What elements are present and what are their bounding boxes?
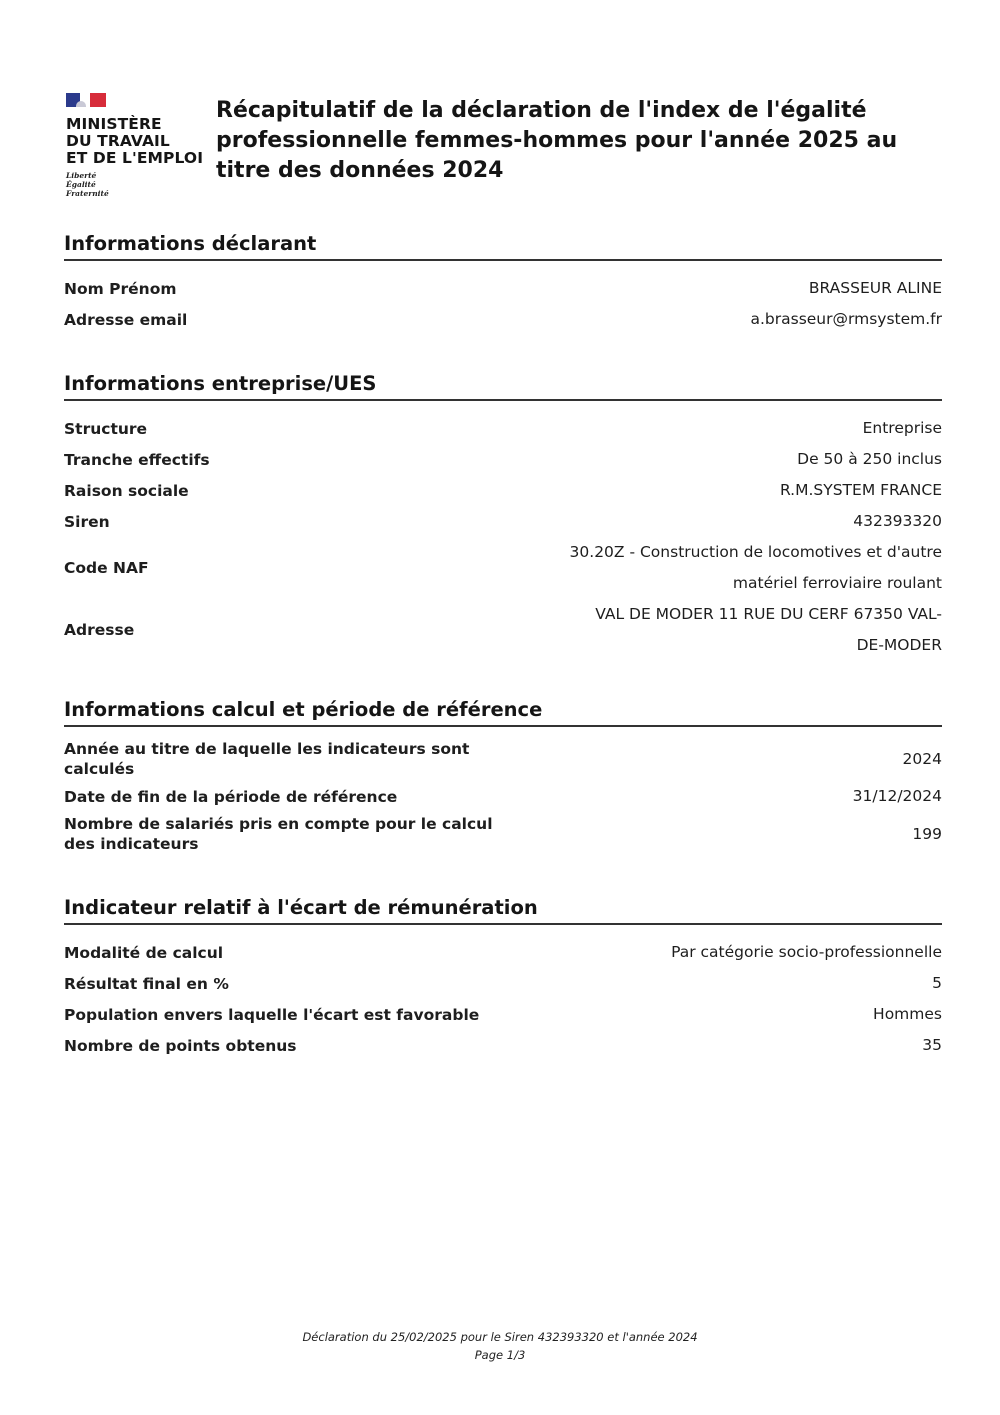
section-entreprise [64,372,942,661]
field-row [64,273,942,304]
field-row [64,304,942,335]
field-row [64,444,942,475]
field-value: 2024 [902,749,942,768]
section-remuneration [64,896,942,1061]
page-footer [0,1328,1000,1364]
field-label: Année au titre de laquelle les indicateurs sont calculés [64,740,470,778]
field-row [64,968,942,999]
field-label: Code NAF [64,559,149,577]
field-row [64,812,942,856]
field-label: Date de fin de la période de référence [64,787,398,806]
field-value: Entreprise [862,419,942,437]
field-value: Hommes [873,1005,942,1023]
field-label: Résultat final en % [64,974,229,993]
field-value: a.brasseur@rmsystem.fr [750,310,942,328]
field-label: Adresse [64,621,135,639]
ministry-name: MINISTÈRE DU TRAVAIL ET DE L'EMPLOI [66,115,204,167]
section-heading: Indicateur relatif à l'écart de rémunération [64,896,942,925]
field-value: 31/12/2024 [852,787,942,805]
field-value: 5 [932,974,942,992]
field-value: 35 [922,1036,942,1054]
republic-motto: Liberté Égalité Fraternité [66,171,109,198]
field-label: Nombre de salariés pris en compte pour le calcul des indicateurs [64,815,493,853]
field-label: Modalité de calcul [64,943,224,962]
field-label: Raison sociale [64,481,189,500]
ministry-logo [66,92,216,198]
field-value: Par catégorie socio-professionnelle [671,943,942,961]
field-row [64,737,942,781]
field-row [64,413,942,444]
field-label: Structure [64,419,148,438]
field-label: Nombre de points obtenus [64,1036,297,1055]
field-value: De 50 à 250 inclus [797,450,942,468]
field-value: 30.20Z - Construction de locomotives et d'autre matériel ferroviaire roulant [569,543,942,592]
section-heading: Informations entreprise/UES [64,372,942,401]
field-label: Nom Prénom [64,279,177,298]
field-value: R.M.SYSTEM FRANCE [779,481,942,499]
document-title: Récapitulatif de la déclaration de l'index de l'égalité professionnelle femmes-hommes pour l'année 2025 au titre des données 2024 [216,98,898,183]
field-row [64,537,942,599]
field-value: BRASSEUR ALINE [808,279,942,297]
section-calcul [64,698,942,856]
field-row [64,999,942,1030]
field-label: Adresse email [64,310,188,329]
field-row [64,599,942,661]
declaration-note: Déclaration du 25/02/2025 pour le Siren 432393320 et l'année 2024 [302,1330,698,1344]
field-label: Tranche effectifs [64,450,210,469]
field-row [64,937,942,968]
section-heading: Informations calcul et période de référence [64,698,942,727]
page-number: Page 1/3 [474,1348,526,1362]
marianne-flag-icon [66,92,216,108]
field-label: Population envers laquelle l'écart est favorable [64,1005,480,1024]
section-heading: Informations déclarant [64,232,942,261]
field-row [64,506,942,537]
field-value: 432393320 [853,512,942,530]
field-label: Siren [64,512,110,531]
field-row [64,1030,942,1061]
field-row [64,781,942,812]
field-row [64,475,942,506]
section-declarant [64,232,942,335]
field-value: 199 [912,824,942,843]
field-value: VAL DE MODER 11 RUE DU CERF 67350 VAL-DE-MODER [595,605,942,654]
